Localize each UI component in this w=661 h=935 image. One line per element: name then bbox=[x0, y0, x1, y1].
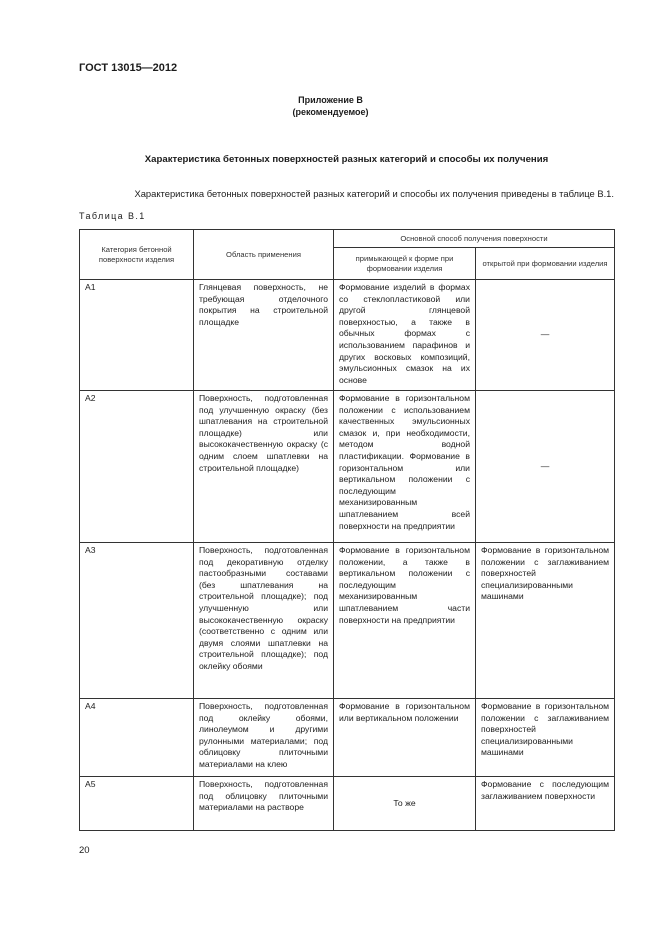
row-application: Поверхность, подготовленная под облицовку плиточными материалами на растворе bbox=[194, 777, 334, 831]
annex-status: (рекомендуемое) bbox=[292, 107, 369, 117]
row-adjacent-method: Формование в горизонтальном положении с использованием качественных эмульсионных смазок и, при необходимости, методом водной пластификации. Формование в горизонтальном или вертикальном положении с последующим механизированным шпатлеванием всей поверхности на предприятии bbox=[334, 391, 476, 543]
table-row bbox=[80, 777, 615, 831]
table-row bbox=[80, 280, 615, 391]
row-application: Глянцевая поверхность, не требующая отделочного покрытия на строительной площадке bbox=[194, 280, 334, 391]
row-category: А3 bbox=[80, 543, 194, 699]
page-number: 20 bbox=[79, 845, 90, 856]
row-category: А1 bbox=[80, 280, 194, 391]
row-application: Поверхность, подготовленная под улучшенную окраску (без шпатлевания на строительной площадке) или высококачественную окраску (с одним слоем шпатлевки на строительной площадке) bbox=[194, 391, 334, 543]
table-row bbox=[80, 391, 615, 543]
row-adjacent-method: Формование изделий в формах со стеклопластиковой или другой глянцевой поверхностью, а также в обычных формах с использованием парафинов и других восковых композиций, эмульсионных смазок на их основе bbox=[334, 280, 476, 391]
header-adjacent-surface: примыкающей к форме при формовании изделия bbox=[334, 248, 476, 280]
header-category: Категория бетонной поверхности изделия bbox=[80, 230, 194, 280]
header-method: Основной способ получения поверхности bbox=[334, 230, 615, 248]
header-application: Область применения bbox=[194, 230, 334, 280]
table-row bbox=[80, 543, 615, 699]
row-category: А2 bbox=[80, 391, 194, 543]
row-application: Поверхность, подготовленная под оклейку обоями, линолеумом и другими рулонными материалами; под облицовку плиточными материалами на клею bbox=[194, 699, 334, 777]
header-open-surface: открытой при формовании изделия bbox=[476, 248, 615, 280]
row-adjacent-method: Формование в горизонтальном или вертикальном положении bbox=[334, 699, 476, 777]
row-open-method: — bbox=[476, 391, 615, 543]
row-adjacent-method: То же bbox=[334, 777, 476, 831]
table-row bbox=[80, 699, 615, 777]
section-title: Характеристика бетонных поверхностей разных категорий и способы их получения bbox=[144, 154, 549, 165]
row-category: А5 bbox=[80, 777, 194, 831]
row-open-method: — bbox=[476, 280, 615, 391]
annex-title: Приложение В bbox=[298, 95, 363, 105]
row-open-method: Формование в горизонтальном положении с заглаживанием поверхностей специализированными машинами bbox=[476, 699, 615, 777]
row-open-method: Формование в горизонтальном положении с заглаживанием поверхностей специализированными машинами bbox=[476, 543, 615, 699]
surface-category-table bbox=[79, 229, 615, 831]
row-adjacent-method: Формование в горизонтальном положении, а также в вертикальном положении с последующим механизированным шпатлеванием части поверхности на предприятии bbox=[334, 543, 476, 699]
row-application: Поверхность, подготовленная под декоративную отделку пастообразными составами (без шпатлевания на строительной площадке); под улучшенную или высококачественную окраску (соответственно с одним или двумя слоями шпатлевки на строительной площадке); под оклейку обоями bbox=[194, 543, 334, 699]
row-category: А4 bbox=[80, 699, 194, 777]
document-code: ГОСТ 13015—2012 bbox=[79, 62, 178, 74]
table-caption: Таблица В.1 bbox=[79, 211, 146, 221]
intro-paragraph: Характеристика бетонных поверхностей разных категорий и способы их получения приведены в таблице В.1. bbox=[134, 188, 614, 199]
row-open-method: Формование с последующим заглаживанием поверхности bbox=[476, 777, 615, 831]
annex-heading bbox=[0, 94, 661, 118]
